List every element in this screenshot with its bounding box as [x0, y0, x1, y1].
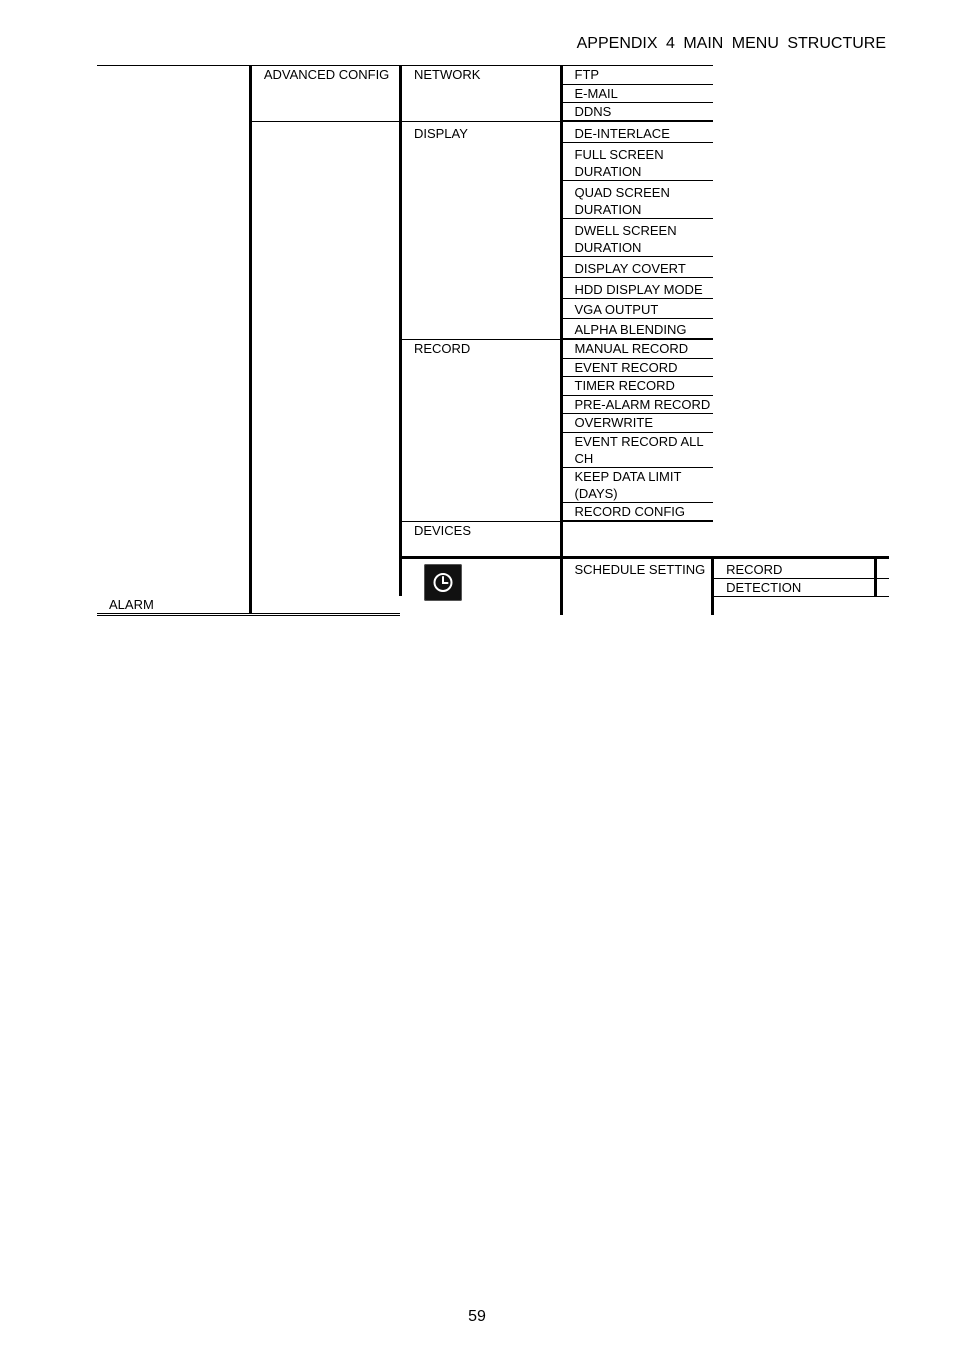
submenu-devices: DEVICES [400, 521, 561, 557]
schedule-icon-cell [400, 557, 561, 615]
menu-item: DDNS [561, 103, 713, 122]
main-menu-structure-table [97, 65, 889, 616]
menu-item: DWELL SCREEN DURATION [561, 219, 713, 257]
menu-schedule-setting: SCHEDULE SETTING [561, 557, 713, 615]
menu-item: KEEP DATA LIMIT (DAYS) [561, 467, 713, 502]
menu-item: MANUAL RECORD [561, 339, 713, 358]
page-number: 59 [468, 1308, 486, 1325]
menu-item: DE-INTERLACE [561, 121, 713, 143]
menu-item: VGA OUTPUT [561, 299, 713, 319]
menu-item: E-MAIL [561, 85, 713, 103]
menu-item-empty [876, 578, 890, 596]
menu-item-empty [250, 596, 400, 615]
menu-item: PRE-ALARM RECORD [561, 395, 713, 413]
clock-icon [424, 564, 462, 601]
menu-advanced-config-continued [250, 121, 400, 596]
submenu-alarm: ALARM [97, 596, 250, 615]
menu-item: QUAD SCREEN DURATION [561, 181, 713, 219]
menu-item-empty [876, 557, 890, 578]
submenu-record: RECORD [400, 339, 561, 521]
submenu-detection: DETECTION [713, 578, 876, 596]
submenu-network: NETWORK [400, 66, 561, 122]
menu-item: HDD DISPLAY MODE [561, 278, 713, 299]
menu-item-empty [561, 521, 713, 557]
page-header: APPENDIX 4 MAIN MENU STRUCTURE [576, 35, 886, 52]
icon-column [97, 66, 250, 597]
menu-item: ALPHA BLENDING [561, 319, 713, 340]
menu-item: DISPLAY COVERT [561, 257, 713, 278]
menu-item: EVENT RECORD ALL CH [561, 432, 713, 467]
submenu-display: DISPLAY [400, 121, 561, 339]
submenu-schedule-record: RECORD [713, 557, 876, 578]
menu-item: RECORD CONFIG [561, 502, 713, 521]
menu-item: EVENT RECORD [561, 358, 713, 376]
menu-advanced-config: ADVANCED CONFIG [250, 66, 400, 122]
menu-item: FTP [561, 66, 713, 85]
menu-item: OVERWRITE [561, 413, 713, 432]
menu-item: FULL SCREEN DURATION [561, 143, 713, 181]
menu-item: TIMER RECORD [561, 376, 713, 395]
